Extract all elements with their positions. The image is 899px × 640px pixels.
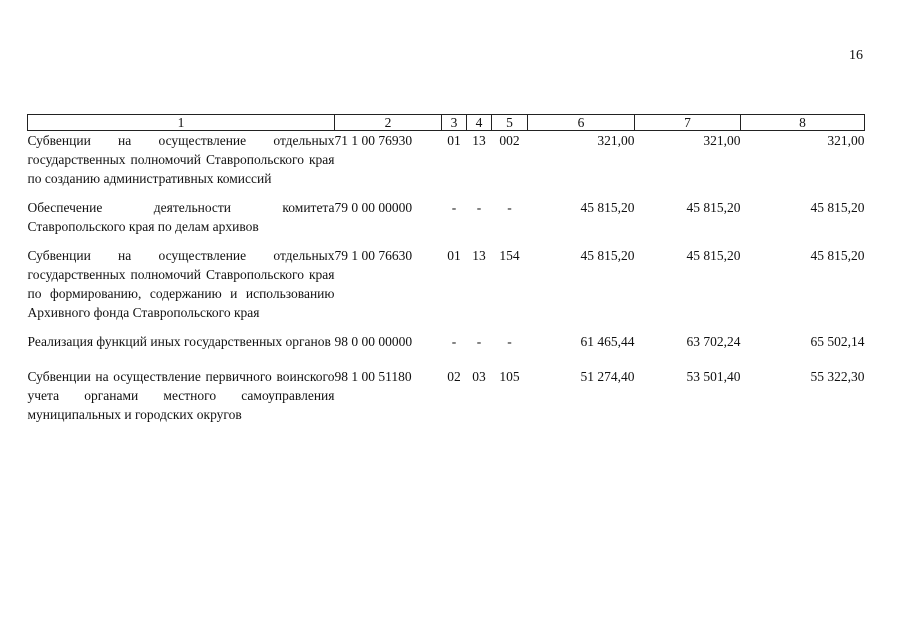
row-value-6: 45 815,20 <box>580 200 635 215</box>
row-description: Субвенции на осуществление отдельных государственных полномочий Ставропольского края по формированию, содержанию и использованию Архивного фонда Ставропольского края <box>27 248 335 320</box>
row-code: 79 0 00 00000 <box>334 200 413 215</box>
row-value-7: 63 702,24 <box>686 334 741 349</box>
row-value-6: 45 815,20 <box>580 248 635 263</box>
row-code: 98 1 00 51180 <box>334 369 412 384</box>
table-header-row <box>28 115 865 131</box>
header-col-3: 3 <box>442 115 467 131</box>
row-description: Реализация функций иных государственных органов <box>27 334 331 349</box>
row-value-8: 65 502,14 <box>810 334 865 349</box>
table-row <box>28 367 865 424</box>
budget-table <box>27 114 865 424</box>
row-value-7: 45 815,20 <box>686 200 741 215</box>
row-subsection: - <box>476 200 482 215</box>
header-col-5: 5 <box>492 115 528 131</box>
row-code: 98 0 00 00000 <box>334 334 413 349</box>
row-value-8: 321,00 <box>827 133 865 148</box>
row-subsection: 13 <box>472 133 486 148</box>
row-section: 02 <box>447 369 461 384</box>
header-col-6: 6 <box>528 115 635 131</box>
row-value-8: 55 322,30 <box>810 369 865 384</box>
header-col-8: 8 <box>741 115 865 131</box>
row-code: 71 1 00 76930 <box>334 133 413 148</box>
row-section: 01 <box>447 248 461 263</box>
table-row <box>28 246 865 322</box>
row-value-6: 51 274,40 <box>580 369 635 384</box>
header-col-4: 4 <box>467 115 492 131</box>
header-col-2: 2 <box>335 115 442 131</box>
row-expense-type: 002 <box>499 133 520 148</box>
row-expense-type: 105 <box>499 369 520 384</box>
row-section: 01 <box>447 133 461 148</box>
row-section: - <box>451 334 457 349</box>
row-value-7: 321,00 <box>703 133 741 148</box>
row-section: - <box>451 200 457 215</box>
row-value-8: 45 815,20 <box>810 248 865 263</box>
table-row <box>28 131 865 189</box>
row-expense-type: - <box>507 200 512 215</box>
header-col-1: 1 <box>28 115 335 131</box>
row-value-6: 61 465,44 <box>580 334 635 349</box>
page-number: 16 <box>849 48 863 63</box>
row-description: Субвенции на осуществление отдельных государственных полномочий Ставропольского края по созданию административных комиссий <box>27 133 335 186</box>
row-code: 79 1 00 76630 <box>334 248 413 263</box>
row-value-7: 45 815,20 <box>686 248 741 263</box>
row-subsection: - <box>476 334 482 349</box>
row-description: Обеспечение деятельности комитета Ставропольского края по делам архивов <box>27 200 335 234</box>
table-row <box>28 332 865 351</box>
row-value-7: 53 501,40 <box>686 369 741 384</box>
row-description: Субвенции на осуществление первичного воинского учета органами местного самоуправления муниципальных и городских округов <box>27 369 335 422</box>
row-value-6: 321,00 <box>597 133 635 148</box>
row-value-8: 45 815,20 <box>810 200 865 215</box>
row-subsection: 13 <box>472 248 486 263</box>
row-subsection: 03 <box>472 369 486 384</box>
table-row <box>28 198 865 236</box>
row-expense-type: 154 <box>499 248 520 263</box>
row-expense-type: - <box>507 334 512 349</box>
header-col-7: 7 <box>635 115 741 131</box>
